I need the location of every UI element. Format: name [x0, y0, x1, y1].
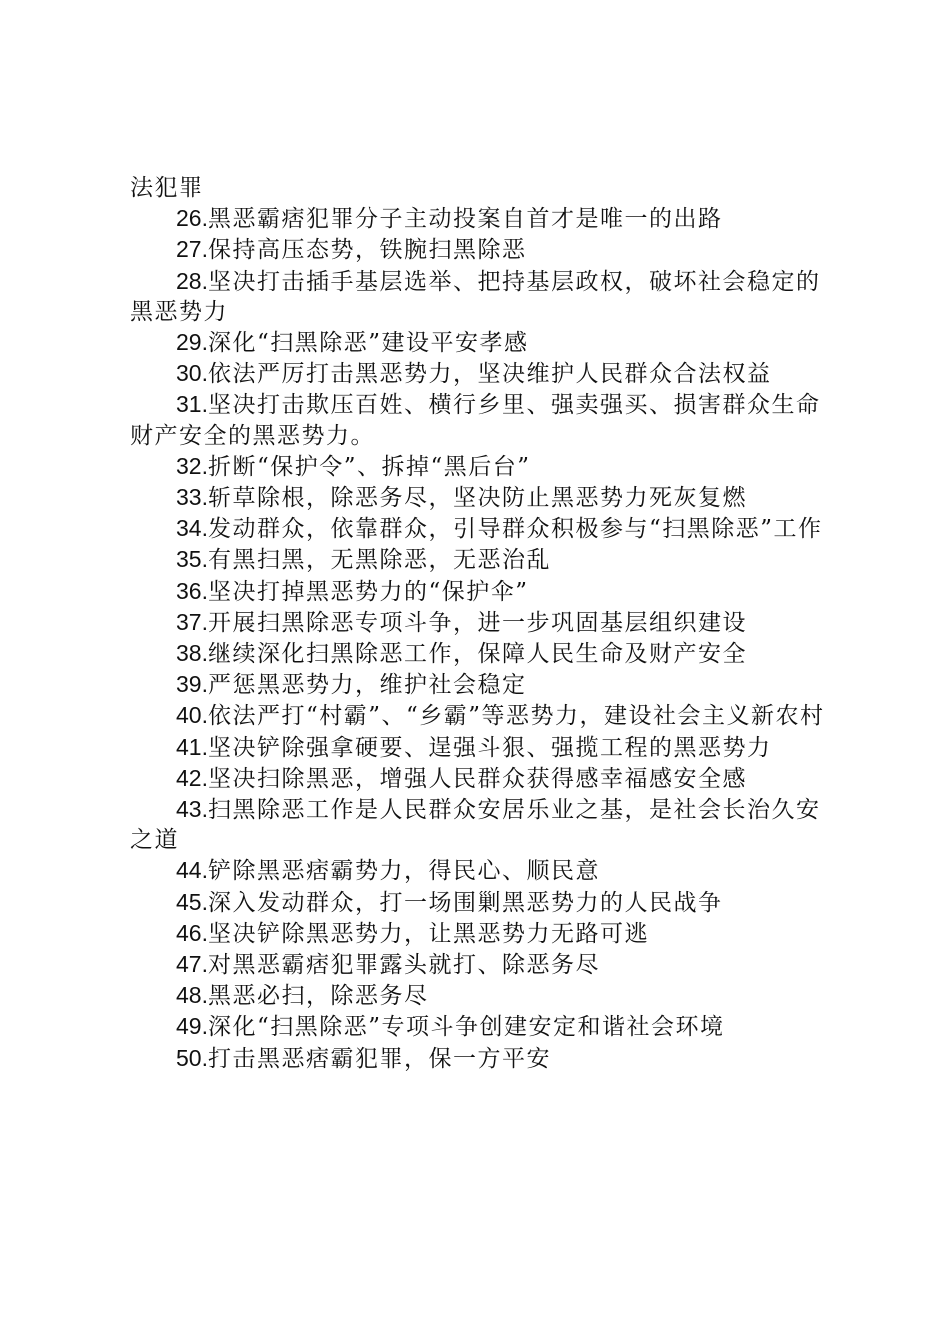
list-item: [130, 513, 830, 544]
item-text: 严惩黑恶势力，维护社会稳定: [207, 672, 527, 699]
item-text: 依法严打“村霸”、“乡霸”等恶势力，建设社会主义新农村: [207, 703, 825, 730]
list-item: [130, 266, 830, 327]
list-item: [130, 949, 830, 980]
item-number: 29.: [176, 329, 208, 356]
item-number: 49.: [176, 1013, 208, 1040]
list-item: [130, 669, 830, 700]
item-text: 开展扫黑除恶专项斗争，进一步巩固基层组织建设: [207, 609, 747, 636]
list-item: [130, 1011, 830, 1042]
item-number: 26.: [176, 205, 208, 232]
item-number: 42.: [176, 764, 208, 791]
item-number: 44.: [176, 857, 208, 884]
item-number: 31.: [176, 391, 208, 418]
item-text: 打击黑恶痞霸犯罪，保一方平安: [207, 1045, 551, 1072]
item-text: 黑恶必扫，除恶务尽: [207, 983, 429, 1010]
slogan-list: [130, 203, 830, 1074]
item-number: 47.: [176, 951, 208, 978]
item-text: 依法严厉打击黑恶势力，坚决维护人民群众合法权益: [207, 361, 772, 388]
list-item: [130, 763, 830, 794]
list-item: [130, 234, 830, 265]
item-text: 有黑扫黑，无黑除恶，无恶治乱: [207, 547, 551, 574]
item-number: 30.: [176, 360, 208, 387]
list-item: [130, 482, 830, 513]
item-number: 37.: [176, 608, 208, 635]
item-number: 45.: [176, 888, 208, 915]
item-number: 43.: [176, 796, 208, 823]
item-number: 46.: [176, 919, 208, 946]
list-item: [130, 327, 830, 358]
item-text: 坚决铲除黑恶势力，让黑恶势力无路可逃: [207, 920, 649, 947]
list-item: [130, 576, 830, 607]
item-text: 折断“保护令”、拆掉“黑后台”: [207, 453, 531, 480]
list-item: [130, 732, 830, 763]
item-text: 保持高压态势，铁腕扫黑除恶: [207, 237, 527, 264]
item-text: 扫黑除恶工作是人民群众安居乐业之基，是社会长治久安之道: [130, 797, 821, 854]
item-text: 深化“扫黑除恶”建设平安孝感: [207, 330, 529, 357]
item-number: 41.: [176, 733, 208, 760]
item-number: 35.: [176, 546, 208, 573]
item-text: 黑恶霸痞犯罪分子主动投案自首才是唯一的出路: [207, 206, 723, 233]
list-item: [130, 855, 830, 886]
list-item: [130, 358, 830, 389]
item-number: 32.: [176, 452, 208, 479]
list-item: [130, 700, 830, 731]
item-text: 坚决打击插手基层选举、把持基层政权，破坏社会稳定的黑恶势力: [130, 268, 821, 325]
item-text: 继续深化扫黑除恶工作，保障人民生命及财产安全: [207, 641, 747, 668]
item-text: 坚决铲除强拿硬要、逞强斗狠、强揽工程的黑恶势力: [207, 734, 772, 761]
item-text: 对黑恶霸痞犯罪露头就打、除恶务尽: [207, 952, 600, 979]
item-number: 28.: [176, 267, 208, 294]
list-item: [130, 1043, 830, 1074]
item-number: 40.: [176, 702, 208, 729]
item-number: 27.: [176, 236, 208, 263]
list-item: [130, 203, 830, 234]
list-item: [130, 887, 830, 918]
item-number: 33.: [176, 484, 208, 511]
list-item: [130, 389, 830, 450]
item-text: 深化“扫黑除恶”专项斗争创建安定和谐社会环境: [207, 1014, 725, 1041]
list-item: [130, 451, 830, 482]
item-number: 48.: [176, 982, 208, 1009]
list-item: [130, 794, 830, 855]
item-text: 坚决打击欺压百姓、横行乡里、强卖强买、损害群众生命财产安全的黑恶势力。: [130, 392, 821, 449]
list-item: [130, 544, 830, 575]
item-text: 铲除黑恶痞霸势力，得民心、顺民意: [207, 858, 600, 885]
lead-fragment: 法犯罪: [130, 175, 204, 201]
list-item: [130, 980, 830, 1011]
document-body: [130, 173, 830, 1074]
item-text: 深入发动群众，打一场围剿黑恶势力的人民战争: [207, 889, 723, 916]
item-number: 36.: [176, 577, 208, 604]
item-number: 39.: [176, 671, 208, 698]
item-text: 坚决打掉黑恶势力的“保护伞”: [207, 578, 529, 605]
item-text: 坚决扫除黑恶，增强人民群众获得感幸福感安全感: [207, 765, 747, 792]
item-number: 50.: [176, 1044, 208, 1071]
item-number: 34.: [176, 515, 208, 542]
item-text: 发动群众，依靠群众，引导群众积极参与“扫黑除恶”工作: [207, 516, 823, 543]
list-item: [130, 607, 830, 638]
item-text: 斩草除根，除恶务尽，坚决防止黑恶势力死灰复燃: [207, 485, 747, 512]
list-item: [130, 638, 830, 669]
item-number: 38.: [176, 640, 208, 667]
list-item: [130, 918, 830, 949]
